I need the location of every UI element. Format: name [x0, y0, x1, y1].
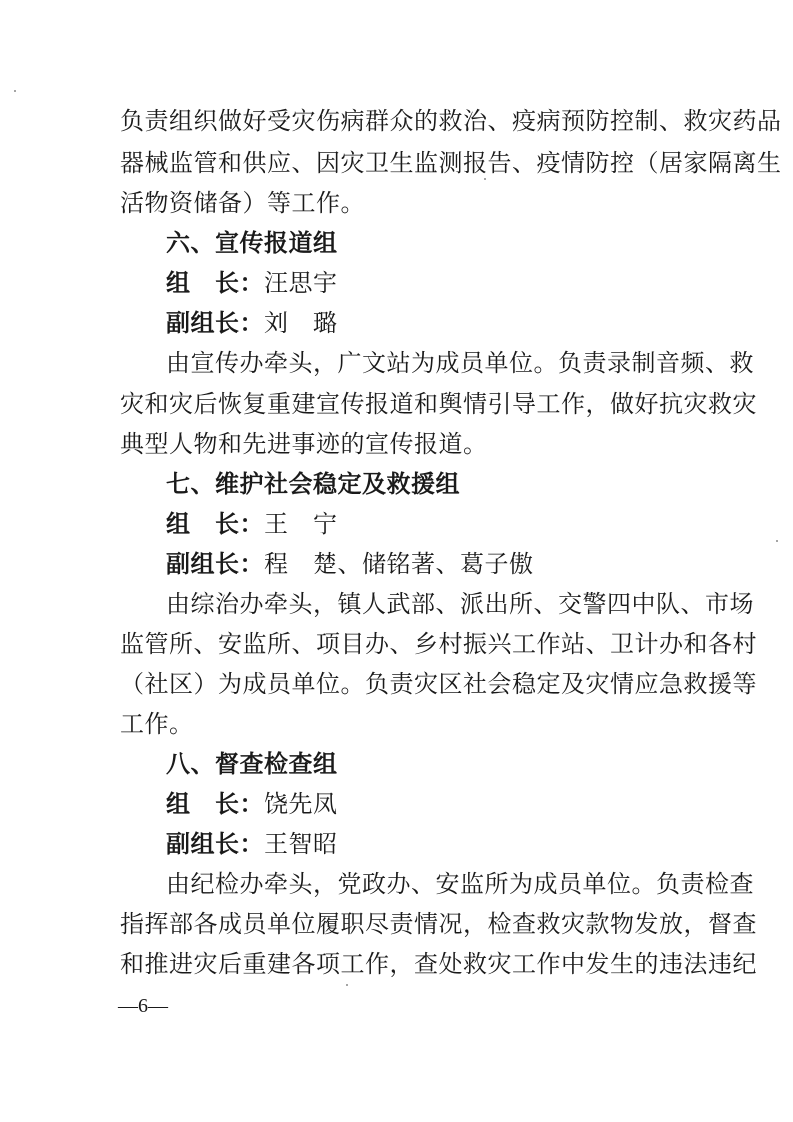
section6-body-line-2: 灾和灾后恢复重建宣传报道和舆情引导工作，做好抗灾救灾: [120, 390, 757, 418]
section8-leader-label: 组 长：: [166, 790, 264, 818]
section6-deputy-name: 刘 璐: [264, 309, 338, 337]
section6-deputy-row: [166, 303, 698, 343]
section7-body-line-4: 工作。: [120, 710, 194, 738]
section7-leader-label: 组 长：: [166, 510, 264, 538]
section7-body-line-2: 监管所、安监所、项目办、乡村振兴工作站、卫计办和各村: [120, 630, 757, 658]
section6-leader-name: 汪思宇: [264, 269, 338, 297]
section8-deputy-row: [166, 824, 698, 864]
section6-body-line-3: 典型人物和先进事迹的宣传报道。: [120, 430, 488, 458]
section7-deputy-row: [166, 544, 698, 584]
scan-speck: [346, 984, 348, 986]
page-number: —6—: [118, 995, 168, 1017]
scan-speck: [776, 540, 778, 542]
section7-leader-name: 王 宁: [264, 510, 338, 538]
scan-speck: [484, 178, 486, 180]
section8-deputy-name: 王智昭: [264, 830, 338, 858]
section6-body-line-1: 由宣传办牵头，广文站为成员单位。负责录制音频、救: [166, 349, 754, 377]
section7-leader-row: [166, 504, 698, 544]
section7-deputy-label: 副组长：: [166, 550, 264, 578]
section6-leader-row: [166, 263, 698, 303]
section7-heading: 七、维护社会稳定及救援组: [166, 470, 460, 498]
section8-body-line-2: 指挥部各成员单位履职尽责情况，检查救灾款物发放，督查: [120, 910, 757, 938]
section8-leader-row: [166, 784, 698, 824]
section7-body-line-3: （社区）为成员单位。负责灾区社会稳定及灾情应急救援等: [120, 670, 757, 698]
section7-body-line-1: 由综治办牵头，镇人武部、派出所、交警四中队、市场: [166, 590, 754, 618]
section6-leader-label: 组 长：: [166, 269, 264, 297]
section8-body-line-3: 和推进灾后重建各项工作，查处救灾工作中发生的违法违纪: [120, 950, 757, 978]
section6-deputy-label: 副组长：: [166, 309, 264, 337]
section7-deputy-names: 程 楚、储铭著、葛子傲: [264, 550, 534, 578]
section8-body-line-1: 由纪检办牵头，党政办、安监所为成员单位。负责检查: [166, 870, 754, 898]
para1-line-2: 器械监管和供应、因灾卫生监测报告、疫情防控（居家隔离生: [120, 149, 782, 177]
section8-heading: 八、督查检查组: [166, 750, 338, 778]
section8-deputy-label: 副组长：: [166, 830, 264, 858]
section6-heading: 六、宣传报道组: [166, 229, 338, 257]
section8-leader-name: 饶先凤: [264, 790, 338, 818]
para1-line-3: 活物资储备）等工作。: [120, 189, 365, 217]
para1-line-1: 负责组织做好受灾伤病群众的救治、疫病预防控制、救灾药品: [120, 107, 782, 135]
scan-speck: [14, 90, 16, 92]
